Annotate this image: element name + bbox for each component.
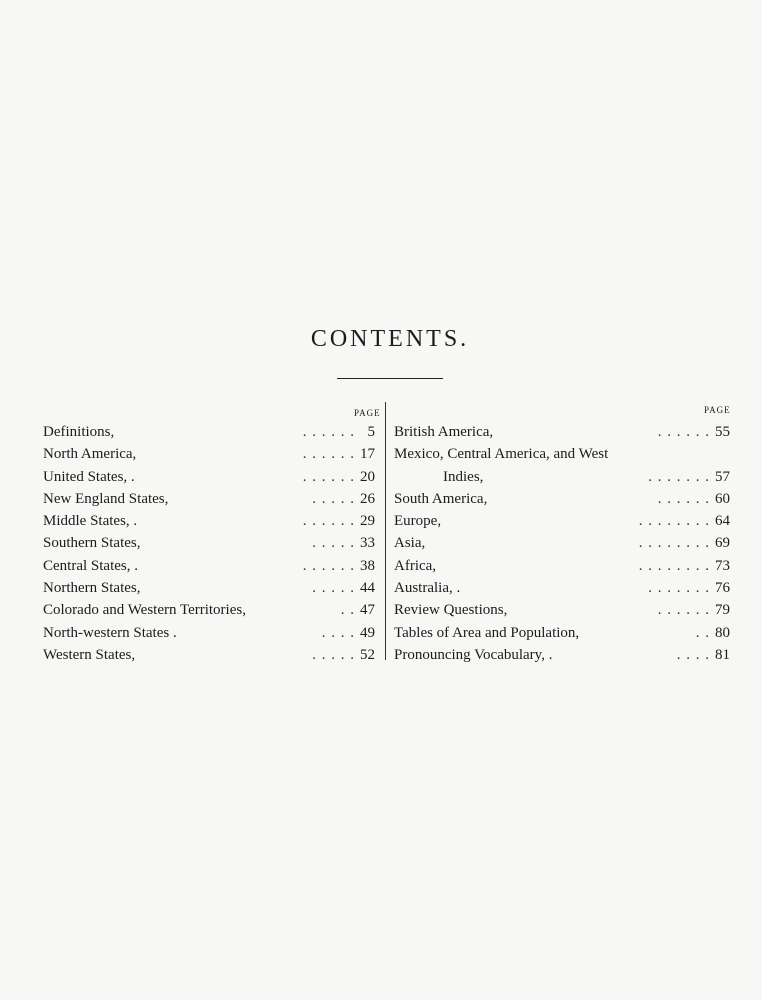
toc-entry-page-number: 80 [715, 624, 730, 641]
toc-entry [43, 488, 375, 510]
toc-entry [43, 555, 375, 577]
page-title: CONTENTS. [310, 326, 470, 352]
toc-entry-page-number: 33 [360, 535, 375, 552]
title-underline [337, 378, 443, 379]
toc-entry-leader-dots: . . . . . . [302, 557, 355, 574]
toc-entry-page-number: 29 [360, 513, 375, 530]
contents-right-column [394, 421, 730, 666]
toc-entry-page-number: 20 [360, 468, 375, 485]
toc-entry-label: Southern States, [43, 535, 141, 552]
toc-entry-page-number: 17 [360, 446, 375, 463]
toc-entry-page-number: 49 [360, 624, 375, 641]
toc-entry-label: Mexico, Central America, and West [394, 446, 609, 463]
toc-entry-label: Indies, [443, 468, 484, 485]
toc-entry-label: Middle States, . [43, 513, 138, 530]
toc-entry-label: Europe, [394, 513, 442, 530]
toc-entry-page-number: 76 [715, 580, 730, 597]
toc-entry [43, 510, 375, 532]
toc-entry-label: United States, . [43, 468, 135, 485]
toc-entry-leader-dots: . . . . . . [657, 490, 710, 507]
toc-entry [394, 466, 730, 488]
toc-entry-leader-dots: . . . . . . [657, 602, 710, 619]
toc-entry [394, 599, 730, 621]
toc-entry-leader-dots: . . . . . [312, 490, 355, 507]
toc-entry-page-number: 57 [715, 468, 730, 485]
toc-entry [394, 510, 730, 532]
toc-entry-label: Africa, [394, 557, 437, 574]
toc-entry-page-number: 60 [715, 490, 730, 507]
page-column-header-left: PAGE [354, 408, 381, 418]
toc-entry-page-number: 73 [715, 557, 730, 574]
toc-entry [394, 622, 730, 644]
toc-entry-leader-dots: . . . . . [312, 580, 355, 597]
toc-entry [394, 555, 730, 577]
toc-entry [394, 577, 730, 599]
toc-entry [394, 488, 730, 510]
page-column-header-right: PAGE [704, 405, 731, 415]
toc-entry-leader-dots: . . . . . . . [648, 468, 710, 485]
toc-entry-label: Asia, [394, 535, 426, 552]
toc-entry [394, 644, 730, 666]
toc-entry-leader-dots: . . . . . . [302, 513, 355, 530]
toc-entry [43, 443, 375, 465]
toc-entry-page-number: 69 [715, 535, 730, 552]
toc-entry-label: North America, [43, 446, 137, 463]
toc-entry-leader-dots: . . . . . [312, 535, 355, 552]
toc-entry-page-number: 55 [715, 424, 730, 440]
toc-entry-page-number: 44 [360, 580, 375, 597]
toc-entry-label: Review Questions, [394, 602, 508, 619]
toc-entry-page-number: 26 [360, 490, 375, 507]
toc-entry-page-number: 5 [367, 424, 375, 440]
toc-entry [43, 466, 375, 488]
toc-entry-leader-dots: . . . . . . . . [638, 557, 710, 574]
toc-entry [43, 532, 375, 554]
toc-entry-page-number: 79 [715, 602, 730, 619]
toc-entry-leader-dots: . . [340, 602, 355, 619]
toc-entry-page-number: 52 [360, 646, 375, 663]
toc-entry-leader-dots: . . . . . . . . [638, 535, 710, 552]
toc-entry-leader-dots: . . . . . . [302, 424, 355, 440]
toc-entry-leader-dots: . . [695, 624, 710, 641]
toc-entry-label: South America, [394, 490, 488, 507]
toc-entry [394, 421, 730, 443]
toc-entry-page-number: 47 [360, 602, 375, 619]
toc-entry-leader-dots: . . . . . . . . [638, 513, 710, 530]
toc-entry [394, 443, 730, 465]
toc-entry-page-number: 64 [715, 513, 730, 530]
toc-entry-leader-dots: . . . . . . [302, 446, 355, 463]
toc-entry-label: Northern States, [43, 580, 141, 597]
toc-entry [43, 644, 375, 666]
toc-entry-label: British America, [394, 424, 494, 440]
toc-entry-label: Australia, . [394, 580, 461, 597]
toc-entry [43, 577, 375, 599]
toc-entry-label: North-western States . [43, 624, 177, 641]
toc-entry-label: Tables of Area and Population, [394, 624, 580, 641]
toc-entry-leader-dots: . . . . . . . [648, 580, 710, 597]
contents-left-column [43, 421, 375, 666]
toc-entry [43, 421, 375, 443]
toc-entry [43, 599, 375, 621]
toc-entry-page-number: 38 [360, 557, 375, 574]
toc-entry [43, 622, 375, 644]
toc-entry [394, 532, 730, 554]
toc-entry-leader-dots: . . . . [676, 646, 710, 663]
toc-entry-leader-dots: . . . . . [312, 646, 355, 663]
toc-entry-label: New England States, [43, 490, 169, 507]
toc-entry-label: Central States, . [43, 557, 138, 574]
toc-entry-label: Pronouncing Vocabulary, . [394, 646, 553, 663]
toc-entry-label: Western States, [43, 646, 136, 663]
toc-entry-leader-dots: . . . . . . [657, 424, 710, 440]
toc-entry-page-number: 81 [715, 646, 730, 663]
toc-entry-leader-dots: . . . . . . [302, 468, 355, 485]
toc-entry-label: Definitions, [43, 424, 115, 440]
toc-entry-leader-dots: . . . . [321, 624, 355, 641]
toc-entry-label: Colorado and Western Territories, [43, 602, 246, 619]
column-divider [385, 402, 386, 660]
